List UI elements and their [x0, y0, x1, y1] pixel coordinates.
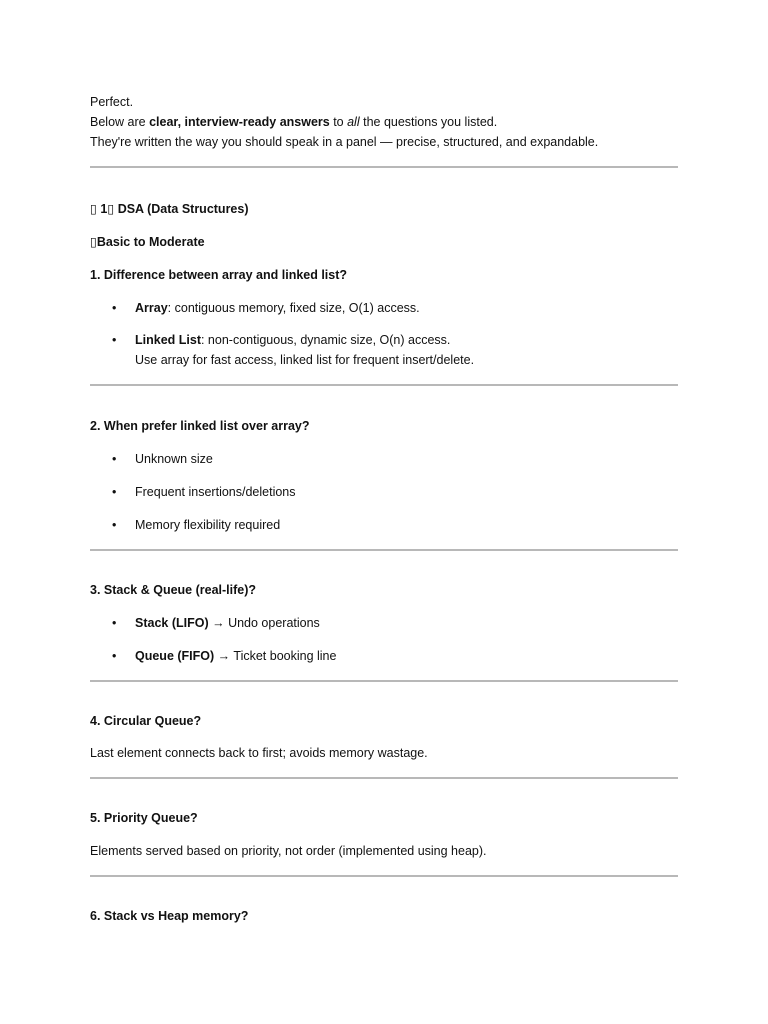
question-1-list	[90, 298, 678, 370]
intro-text: to	[329, 115, 348, 129]
intro-bold: clear, interview-ready answers	[149, 115, 330, 129]
divider	[90, 875, 678, 877]
item-term: Stack (LIFO)	[135, 616, 209, 630]
question-2-list	[90, 449, 678, 535]
intro-line-2	[90, 112, 678, 132]
list-item: • Memory flexibility required	[90, 515, 678, 535]
item-text: → Undo operations	[208, 616, 320, 630]
intro-text: Below are	[90, 115, 150, 129]
list-item	[90, 298, 678, 318]
divider	[90, 384, 678, 386]
item-term: Linked List	[135, 333, 201, 347]
sub-heading	[90, 232, 678, 252]
question-5-answer: Elements served based on priority, not order (implemented using heap).	[90, 844, 487, 858]
question-4-answer: Last element connects back to first; avoids memory wastage.	[90, 746, 428, 760]
box-glyph-icon: ▯	[90, 201, 97, 216]
list-item	[90, 646, 678, 666]
question-4-title: 4. Circular Queue?	[90, 714, 202, 728]
intro-line-1: Perfect.	[90, 95, 134, 109]
item-text: : contiguous memory, fixed size, O(1) access.	[167, 301, 420, 315]
item-text: → Ticket booking line	[214, 649, 337, 663]
list-item	[90, 613, 678, 633]
divider	[90, 777, 678, 779]
section-heading	[90, 199, 678, 219]
intro-line-3: They're written the way you should speak in a panel — precise, structured, and expandable.	[90, 135, 599, 149]
box-glyph-icon: ▯	[90, 234, 97, 249]
item-extra: Use array for fast access, linked list for frequent insert/delete.	[135, 353, 475, 367]
list-item: • Frequent insertions/deletions	[90, 482, 678, 502]
intro	[90, 92, 678, 152]
item-text: : non-contiguous, dynamic size, O(n) access.	[200, 333, 451, 347]
heading-number: 1	[96, 202, 108, 216]
heading-text: DSA (Data Structures)	[114, 202, 249, 216]
question-6-title: 6. Stack vs Heap memory?	[90, 909, 249, 923]
item-term: Array	[135, 301, 168, 315]
divider	[90, 166, 678, 168]
list-item	[90, 330, 678, 370]
intro-text: the questions you listed.	[359, 115, 498, 129]
item-term: Queue (FIFO)	[135, 649, 215, 663]
question-5-title: 5. Priority Queue?	[90, 811, 198, 825]
question-2-title: 2. When prefer linked list over array?	[90, 419, 310, 433]
document-body	[90, 92, 678, 926]
divider	[90, 549, 678, 551]
sub-heading-text: Basic to Moderate	[96, 235, 205, 249]
question-3-list	[90, 613, 678, 666]
list-item: • Unknown size	[90, 449, 678, 469]
intro-italic: all	[347, 115, 360, 129]
question-3-title: 3. Stack & Queue (real-life)?	[90, 583, 257, 597]
question-1-title: 1. Difference between array and linked list?	[90, 268, 348, 282]
box-glyph-icon: ▯	[107, 201, 115, 216]
divider	[90, 680, 678, 682]
